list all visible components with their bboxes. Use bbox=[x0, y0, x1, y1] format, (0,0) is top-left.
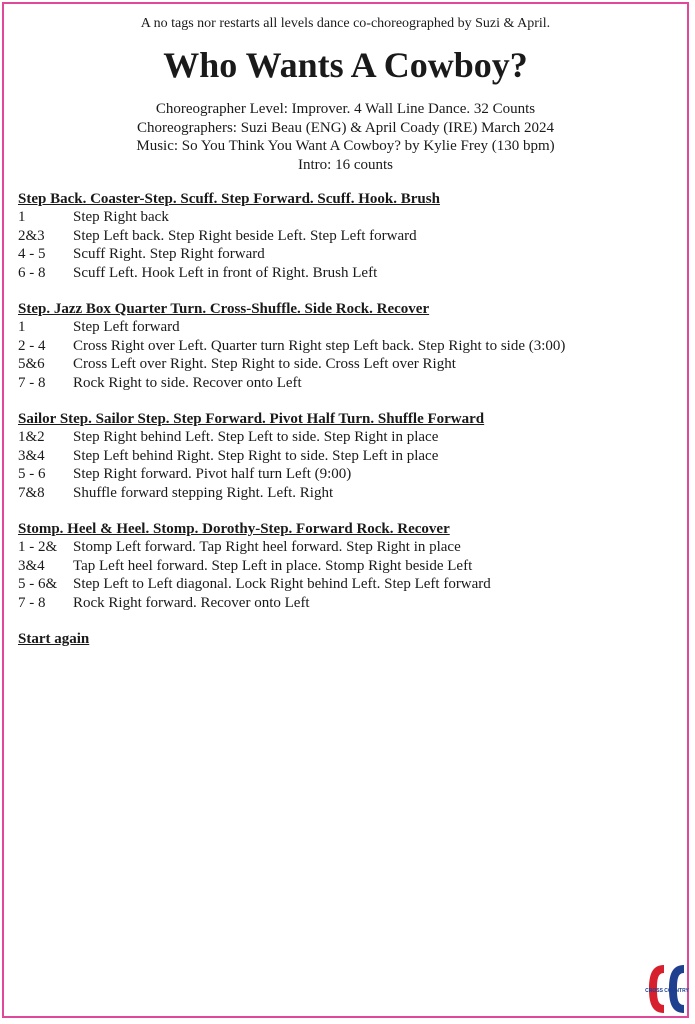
step-description: Shuffle forward stepping Right. Left. Right bbox=[73, 484, 334, 501]
step-row bbox=[18, 318, 565, 336]
step-section-2 bbox=[18, 300, 565, 392]
step-description: Step Right forward. Pivot half turn Left (9:00) bbox=[73, 466, 352, 483]
section-title: Stomp. Heel & Heel. Stomp. Dorothy-Step. Forward Rock. Recover bbox=[18, 521, 450, 537]
step-section-3 bbox=[18, 410, 484, 502]
step-row bbox=[18, 428, 484, 446]
step-description: Step Left to Left diagonal. Lock Right behind Left. Step Left forward bbox=[73, 576, 491, 593]
step-description: Step Left back. Step Right beside Left. Step Left forward bbox=[73, 227, 417, 244]
step-count: 4 - 5 bbox=[18, 246, 46, 263]
step-description: Step Right behind Left. Step Left to side. Step Right in place bbox=[73, 429, 439, 446]
step-row bbox=[18, 264, 440, 282]
intro-count-line: Intro: 16 counts bbox=[298, 156, 393, 173]
step-count: 7 - 8 bbox=[18, 594, 46, 611]
step-row bbox=[18, 557, 491, 575]
section-title: Step Back. Coaster-Step. Scuff. Step Forward. Scuff. Hook. Brush bbox=[18, 191, 440, 207]
step-description: Scuff Left. Hook Left in front of Right. Brush Left bbox=[73, 264, 378, 281]
choreographers-line: Choreographers: Suzi Beau (ENG) & April Coady (IRE) March 2024 bbox=[137, 119, 554, 136]
level-line: Choreographer Level: Improver. 4 Wall Line Dance. 32 Counts bbox=[155, 101, 536, 117]
step-count: 1 - 2& bbox=[18, 539, 58, 556]
step-row bbox=[18, 227, 440, 245]
step-description: Stomp Left forward. Tap Right heel forward. Step Right in place bbox=[73, 539, 461, 556]
step-description: Rock Right to side. Recover onto Left bbox=[73, 374, 302, 391]
logo-text: CROSS COUNTRY bbox=[645, 988, 689, 994]
step-count: 7 - 8 bbox=[18, 374, 46, 391]
step-description: Rock Right forward. Recover onto Left bbox=[73, 594, 310, 611]
step-count: 1 bbox=[18, 209, 26, 226]
step-count: 5 - 6 bbox=[18, 466, 46, 483]
step-count: 1&2 bbox=[18, 429, 45, 446]
step-row bbox=[18, 208, 440, 226]
step-description: Step Right back bbox=[73, 209, 169, 226]
dance-info bbox=[4, 100, 687, 174]
step-count: 2&3 bbox=[18, 227, 45, 244]
intro-line: A no tags nor restarts all levels dance co-choreographed by Suzi & April. bbox=[140, 16, 551, 31]
page-title: Who Wants A Cowboy? bbox=[163, 45, 528, 85]
step-row bbox=[18, 594, 491, 612]
step-description: Cross Right over Left. Quarter turn Right step Left back. Step Right to side (3:00) bbox=[73, 337, 566, 354]
step-row bbox=[18, 575, 491, 593]
section-title: Step. Jazz Box Quarter Turn. Cross-Shuffle. Side Rock. Recover bbox=[18, 301, 430, 317]
step-section-1 bbox=[18, 190, 440, 282]
step-row bbox=[18, 245, 440, 263]
step-count: 1 bbox=[18, 319, 26, 336]
step-count: 5&6 bbox=[18, 356, 45, 373]
step-description: Tap Left heel forward. Step Left in place. Stomp Right beside Left bbox=[73, 557, 473, 574]
step-row bbox=[18, 337, 565, 355]
step-description: Scuff Right. Step Right forward bbox=[73, 246, 265, 263]
step-count: 5 - 6& bbox=[18, 576, 58, 593]
step-row bbox=[18, 374, 565, 392]
step-count: 7&8 bbox=[18, 484, 45, 501]
step-count: 2 - 4 bbox=[18, 337, 46, 354]
step-row bbox=[18, 447, 484, 465]
step-count: 6 - 8 bbox=[18, 264, 46, 281]
step-row bbox=[18, 484, 484, 502]
step-row bbox=[18, 355, 565, 373]
step-description: Step Left forward bbox=[73, 319, 180, 336]
page-border bbox=[2, 2, 689, 1018]
music-line: Music: So You Think You Want A Cowboy? by Kylie Frey (130 bpm) bbox=[136, 138, 555, 154]
step-row bbox=[18, 465, 484, 483]
step-description: Cross Left over Right. Step Right to side. Cross Left over Right bbox=[73, 356, 456, 373]
cross-country-logo-icon bbox=[644, 959, 690, 1019]
start-again-label: Start again bbox=[18, 631, 90, 647]
section-title: Sailor Step. Sailor Step. Step Forward. Pivot Half Turn. Shuffle Forward bbox=[18, 411, 485, 427]
step-description: Step Left behind Right. Step Right to side. Step Left in place bbox=[73, 447, 439, 464]
step-count: 3&4 bbox=[18, 447, 45, 464]
step-section-4 bbox=[18, 520, 491, 612]
step-row bbox=[18, 538, 491, 556]
step-count: 3&4 bbox=[18, 557, 45, 574]
